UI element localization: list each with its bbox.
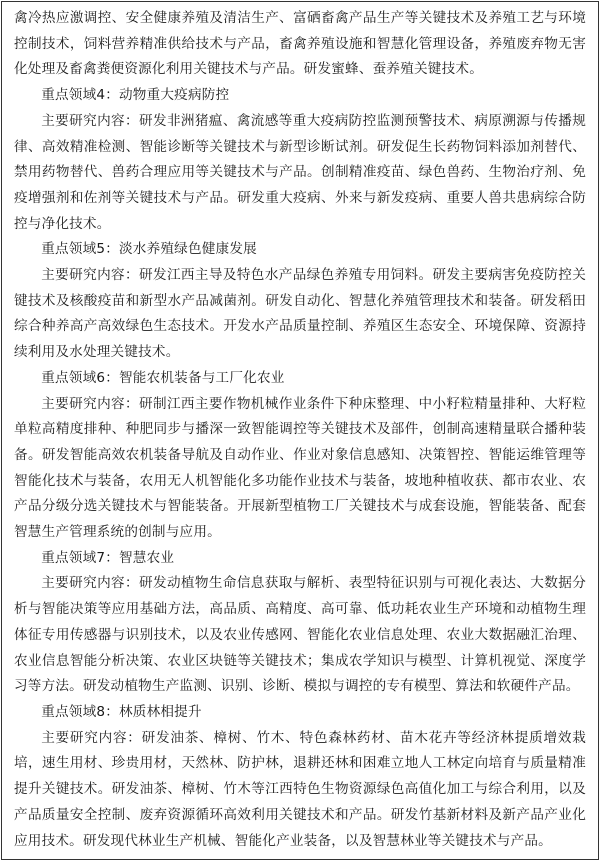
section-heading-7: 重点领域7：智慧农业	[41, 549, 175, 566]
section-heading-5: 重点领域5：淡水养殖绿色健康发展	[41, 241, 257, 258]
section-heading-8: 重点领域8：林质林相提升	[41, 703, 202, 720]
section-content-7: 主要研究内容：研发动植物生命信息获取与解析、表型特征识别与可视化表达、大数据分析与智能决策等应用基础方法，高品质、高精度、高可靠、低功耗农业生产环境和动植物生理体征专用传感器与识别技术，以及农业传感网、智能化农业信息处理、农业大数据融汇治理、农业信息智能分析决策、农业区块链等关键技术；集成农学知识与模型、计算机视觉、深度学习等方法。研发动植物生产监测、识别、诊断、模拟与调控的专有模型、算法和软硬件产品。	[14, 575, 586, 695]
section-heading-6: 重点领域6：智能农机装备与工厂化农业	[41, 369, 285, 386]
section-content-5: 主要研究内容：研发江西主导及特色水产品绿色养殖专用饲料。研发主要病害免疫防控关键技术及核酸疫苗和新型水产品减菌剂。研发自动化、智慧化养殖管理技术和装备。研发稻田综合种养高产高效绿色生态技术。开发水产品质量控制、养殖区生态安全、环境保障、资源持续利用及水处理关键技术。	[14, 267, 586, 361]
section-content-4: 主要研究内容：研发非洲猪瘟、禽流感等重大疫病防控监测预警技术、病原溯源与传播规律、高效精准检测、智能诊断等关键技术与新型诊断试剂。研发促生长药物饲料添加剂替代、禁用药物替代、兽药合理应用等关键技术与产品。创制精准疫苗、绿色兽药、生物治疗剂、免疫增强剂和佐剂等关键技术与产品。研发重大疫病、外来与新发疫病、重要人兽共患病综合防控与净化技术。	[14, 112, 586, 232]
intro-paragraph: 禽冷热应激调控、安全健康养殖及清洁生产、富硒畜禽产品生产等关键技术及养殖工艺与环境控制技术，饲料营养精准供给技术与产品，畜禽养殖设施和智慧化管理设备，养殖废弃物无害化处理及畜禽粪便资源化利用关键技术与产品。研发蜜蜂、蚕养殖关键技术。	[14, 10, 586, 78]
section-content-6: 主要研究内容：研制江西主要作物机械作业条件下种床整理、中小籽粒精量排种、大籽粒单粒高精度排种、种肥同步与播深一致智能调控等关键技术及部件，创制高速精量联合播种装备。研发智能高效农机装备导航及自动作业、作业对象信息感知、决策智控、智能运维管理等智能化技术与装备，农用无人机智能化多功能作业技术与装备，坡地种植收获、都市农业、农产品分级分选关键技术与智能装备。开展新型植物工厂关键技术与成套设施，智能装备、配套智慧生产管理系统的创制与应用。	[14, 395, 586, 541]
section-content-8: 主要研究内容：研发油茶、樟树、竹木、特色森林药材、苗木花卉等经济林提质增效栽培，速生用材、珍贵用材，天然林、防护林，退耕还林和困难立地人工林定向培育与质量精准提升关键技术。研发油茶、樟树、竹木等江西特色生物资源绿色高值化加工与综合利用，以及产品质量安全控制、废弃资源循环高效利用关键技术和产品。研发竹基新材料及新产品产业化应用技术。研发现代林业生产机械、智能化产业装备，以及智慧林业等关键技术与产品。	[14, 729, 586, 849]
section-heading-4: 重点领域4：动物重大疫病防控	[41, 87, 230, 104]
document-page	[1, 1, 599, 860]
